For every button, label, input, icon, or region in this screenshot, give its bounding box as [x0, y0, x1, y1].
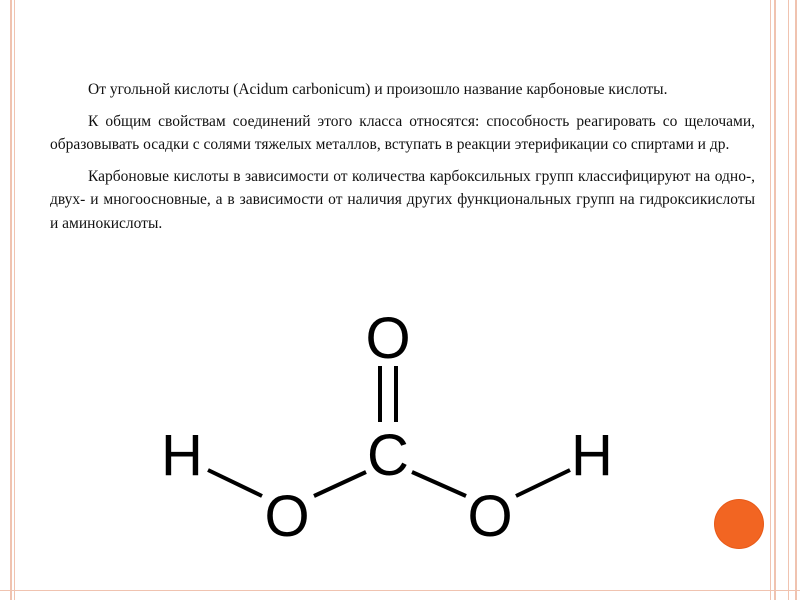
atom-oxygen-left: O — [264, 484, 310, 549]
atom-hydrogen-right: H — [571, 423, 613, 488]
frame-border-right — [774, 0, 776, 600]
paragraph-3: Карбоновые кислоты в зависимости от количества карбоксильных групп классифицируют на одно-, двух- и многоосновные, а в зависимости от наличия других функциональных групп на гидроксикислоты и аминокислоты. — [50, 167, 755, 232]
paragraph-1: От угольной кислоты (Acidum carbonicum) и произошло название карбоновые кислоты. — [88, 81, 668, 98]
frame-border-left — [10, 0, 12, 600]
slide-body-text — [50, 78, 755, 243]
frame-border-bottom — [0, 590, 800, 591]
paragraph-2: К общим свойствам соединений этого класса относятся: способность реагировать со щелочами, образовывать осадки с солями тяжелых металлов, вступать в реакции этерификации со спиртами и др. — [50, 112, 755, 153]
bond-right-o-h — [516, 470, 570, 496]
bond-c-right-o — [412, 472, 466, 496]
atom-oxygen-right: O — [467, 484, 513, 549]
accent-circle — [715, 500, 763, 548]
atom-carbon: C — [367, 423, 409, 488]
frame-border-right-inner — [770, 0, 771, 600]
atom-oxygen-top: O — [365, 306, 411, 371]
atom-hydrogen-left: H — [161, 423, 203, 488]
bond-left-o-c — [314, 472, 366, 496]
bond-left-h-o — [208, 470, 262, 496]
carbonic-acid-structure — [150, 300, 630, 560]
frame-border-left-inner — [14, 0, 15, 600]
frame-border-right-outer — [788, 0, 789, 600]
frame-border-right-edge — [795, 0, 797, 600]
